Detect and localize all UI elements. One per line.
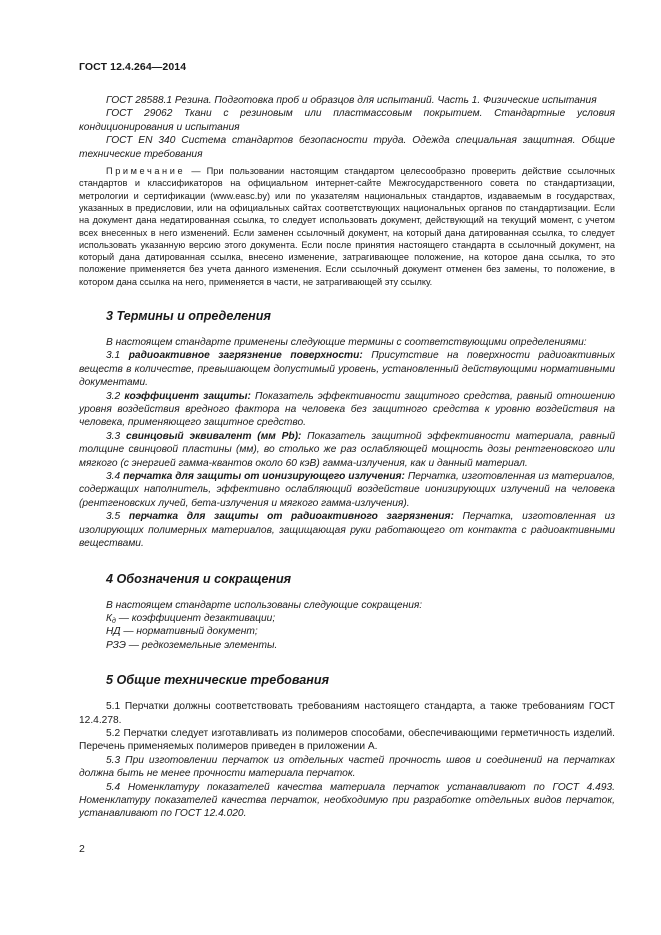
term-3-1: 3.1 радиоактивное загрязнение поверхности: Присутствие на поверхности радиоактивных веществ в количестве, превышающем допустимый уровень, установленный действующими нормативными документами. bbox=[79, 350, 615, 389]
section-5-title: 5 Общие технические требования bbox=[106, 673, 330, 688]
clause-5-3: 5.3 При изготовлении перчаток из отдельных частей прочность швов и соединений на перчатках должна быть не менее прочности материала перчаток. bbox=[79, 754, 615, 780]
note-label: Примечание bbox=[106, 166, 186, 177]
page-content bbox=[79, 94, 615, 821]
document-header: ГОСТ 12.4.264—2014 bbox=[79, 61, 187, 73]
section-3-title: 3 Термины и определения bbox=[106, 309, 271, 323]
clause-5-1: 5.1 Перчатки должны соответствовать требованиям настоящего стандарта, а также требованиям ГОСТ 12.4.278. bbox=[79, 701, 615, 726]
abbreviation-kd: $К_д$ — коэффициент дезактивации; bbox=[106, 612, 276, 625]
abbreviation-nd: НД — нормативный документ; bbox=[106, 626, 258, 638]
section-4-title: 4 Обозначения и сокращения bbox=[106, 571, 292, 586]
section-4-intro: В настоящем стандарте использованы следующие сокращения: bbox=[106, 599, 423, 611]
reference-gost-28588: ГОСТ 28588.1 Резина. Подготовка проб и образцов для испытаний. Часть 1. Физические испытания bbox=[106, 95, 597, 106]
clause-5-2: 5.2 Перчатки следует изготавливать из полимеров способами, обеспечивающими герметичность изделий. Перечень применяемых полимеров приведен в приложении А. bbox=[79, 727, 615, 753]
clause-5-4: 5.4 Номенклатуру показателей качества материала перчаток устанавливают по ГОСТ 4.493. Номенклатуру показателей качества перчаток, необходимую при разработке отдельных видов перчаток, устанавливают по ГОСТ 12.4.020. bbox=[79, 781, 615, 820]
note-paragraph bbox=[79, 165, 615, 288]
term-3-5: 3.5 перчатка для защиты от радиоактивного загрязнения: Перчатка, изготовленная из изолирующих полимерных материалов, защищающая руки работающего от контакта с радиоактивными веществами. bbox=[79, 511, 615, 550]
reference-gost-29062: ГОСТ 29062 Ткани с резиновым или пластмассовым покрытием. Стандартные условия кондиционирования и испытания bbox=[79, 108, 615, 133]
term-3-2: 3.2 коэффициент защиты: Показатель эффективности защитного средства, равный отношению уровня воздействия вредного фактора на человека без защитного средства к уровню воздействия на человека, применяющего защитное средство. bbox=[79, 390, 615, 429]
abbreviation-rze: РЗЭ — редкоземельные элементы. bbox=[106, 639, 278, 651]
term-3-4: 3.4 перчатка для защиты от ионизирующего излучения: Перчатка, изготовленная из материалов, содержащих наполнитель, эффективно ослабляющий воздействие ионизирующих излучений на человека (рентгеновских лучей, бета-излучения и мягкого гамма-излучения). bbox=[79, 471, 615, 509]
reference-gost-en-340: ГОСТ EN 340 Система стандартов безопасности труда. Одежда специальная защитная. Общие технические требования bbox=[79, 135, 615, 160]
section-3-intro: В настоящем стандарте применены следующие термины с соответствующими определениями: bbox=[106, 337, 587, 348]
note-text: — При пользовании настоящим стандартом целесообразно проверить действие ссылочных стандартов и классификаторов на официальном интернет-сайте Межгосударственного совета по стандартизации, метрологии и сертификации (www.easc.by) или по указателям национальных стандартов, издаваемым в государствах, указанных в предисловии, или на официальных сайтах соответствующих национальных органов по стандартизации. Если на документ дана недатированная ссылка, то следует использовать документ, действующий на текущий момент, с учетом всех внесенных в него изменений. Если заменен ссылочный документ, на который дана датированная ссылка, то следует использовать указанную версию этого документа. Если после принятия настоящего стандарта в ссылочный документ, на который дана датированная ссылка, внесено изменение, затрагивающее положение, на которое дана ссылка, то это положение применяется без учета данного изменения. Если ссылочный документ отменен без замены, то положение, в котором дана ссылка на него, применяется в части, не затрагивающей эту ссылку. bbox=[79, 166, 615, 287]
term-3-3: 3.3 свинцовый эквивалент (мм Pb): Показатель защитной эффективности материала, равный толщине свинцовой пластины (мм), во столько же раз ослабляющей мощность дозы рентгеновского или мягкого (с энергией гамма-квантов около 60 кэВ) гамма-излучения, как и данный материал. bbox=[79, 430, 615, 469]
page-number: 2 bbox=[79, 843, 85, 855]
